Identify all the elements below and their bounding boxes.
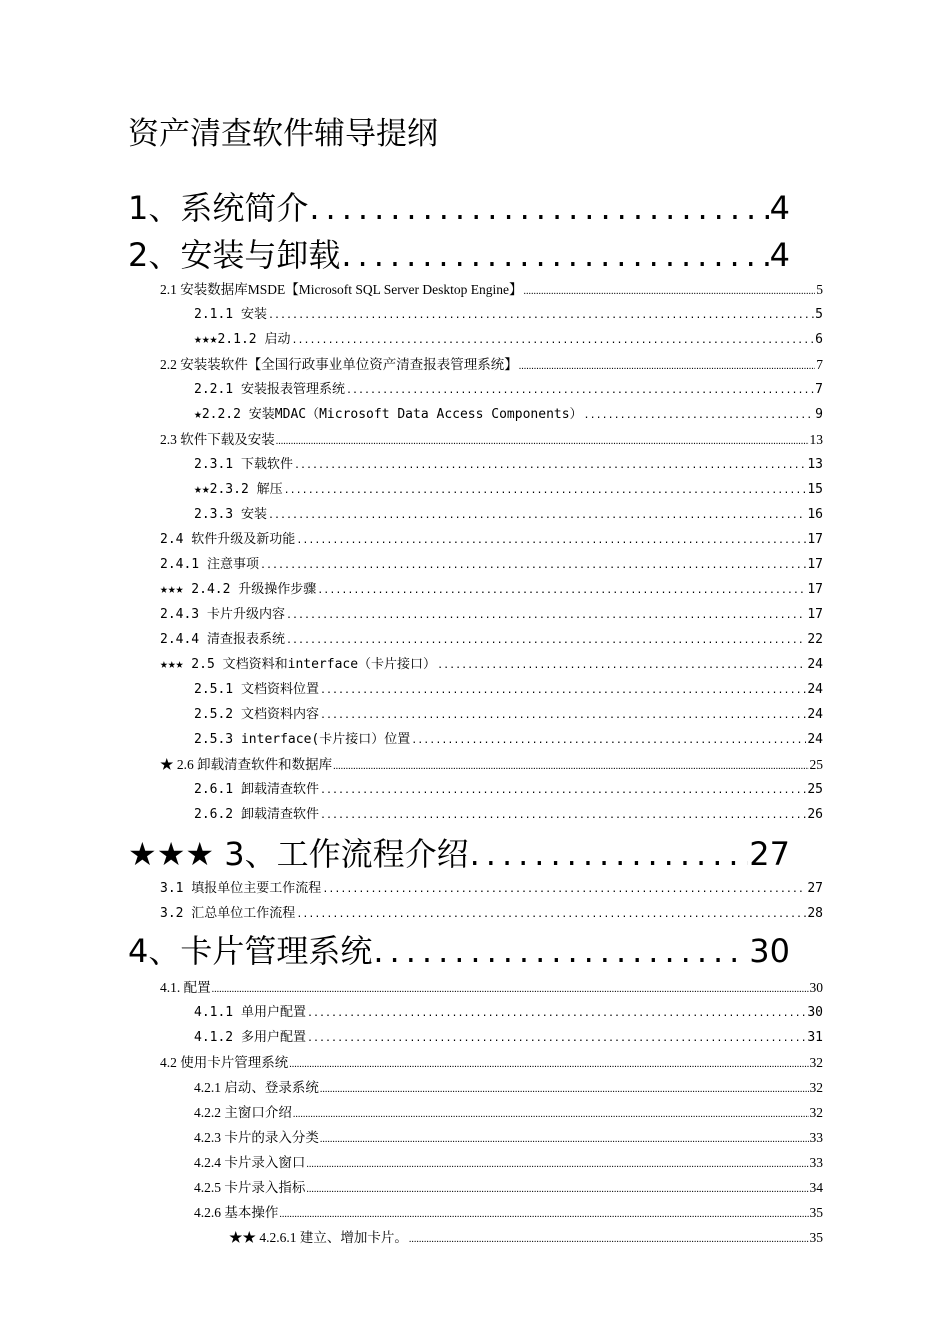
toc-entry[interactable]	[128, 230, 790, 272]
toc-entry[interactable]	[160, 1051, 823, 1071]
toc-entry-label: 2.5.3 interface(卡片接口）位置	[194, 732, 411, 747]
toc-dot-leader	[320, 810, 806, 821]
toc-dot-leader	[294, 460, 806, 471]
toc-entry-label: 4.2.3 卡片的录入分类	[194, 1130, 319, 1145]
toc-page-number: 4	[769, 189, 790, 227]
toc-page-number: 32	[809, 1105, 823, 1120]
toc-entry-label: 2.3.3 安装	[194, 507, 267, 522]
toc-entry-label: 4.1.1 单用户配置	[194, 1005, 306, 1020]
toc-entry[interactable]	[160, 528, 823, 548]
toc-entry[interactable]	[160, 976, 823, 996]
toc-entry[interactable]	[160, 278, 823, 298]
toc-page-number: 33	[809, 1130, 823, 1145]
toc-dot-leader	[411, 735, 806, 746]
toc-entry[interactable]	[194, 1101, 823, 1121]
toc-entry-label: 2.1.1 安装	[194, 307, 267, 322]
toc-page-number: 16	[807, 507, 823, 522]
toc-page-number: 24	[807, 657, 823, 672]
toc-entry[interactable]	[128, 926, 790, 968]
toc-page-number: 30	[749, 932, 790, 970]
toc-dot-leader	[268, 510, 806, 521]
toc-entry-label: 2.2 安装装软件【全国行政事业单位资产清查报表管理系统】	[160, 357, 518, 372]
toc-page-number: 15	[807, 482, 823, 497]
toc-page-number: 35	[809, 1230, 823, 1245]
toc-entry-label: 4.1. 配置	[160, 980, 211, 995]
toc-dot-leader	[309, 189, 768, 227]
toc-page-number: 27	[807, 881, 823, 896]
toc-entry[interactable]	[194, 1151, 823, 1171]
toc-entry[interactable]	[160, 428, 823, 448]
toc-entry-label: ★★★2.1.2 启动	[194, 332, 291, 347]
toc-dot-leader	[291, 335, 814, 346]
document-title: 资产清查软件辅导提纲	[128, 116, 438, 152]
toc-entry-label: 2.3.1 下载软件	[194, 457, 293, 472]
toc-dot-leader	[268, 310, 814, 321]
toc-entry-label: 4.2 使用卡片管理系统	[160, 1055, 289, 1070]
toc-dot-leader	[320, 685, 806, 696]
toc-entry-label: 2.4.1 注意事项	[160, 557, 259, 572]
toc-entry-label: 3.2 汇总单位工作流程	[160, 906, 296, 921]
toc-entry-label: ★2.2.2 安装MDAC（Microsoft Data Access Components）	[194, 407, 583, 422]
toc-page-number: 27	[749, 835, 790, 873]
toc-dot-leader	[320, 710, 806, 721]
toc-page-number: 17	[807, 557, 823, 572]
toc-dot-leader	[322, 884, 806, 895]
toc-page-number: 4	[769, 236, 790, 274]
toc-entry[interactable]	[194, 1076, 823, 1096]
toc-dot-leader	[296, 535, 806, 546]
toc-entry[interactable]	[160, 902, 823, 922]
toc-dot-leader	[317, 585, 806, 596]
toc-entry[interactable]	[128, 829, 790, 871]
toc-entry-label: ★★★ 2.4.2 升级操作步骤	[160, 582, 317, 597]
toc-entry[interactable]	[194, 303, 823, 323]
toc-entry-label: 2.4 软件升级及新功能	[160, 532, 296, 547]
toc-dot-leader	[523, 286, 815, 297]
toc-dot-leader	[306, 1184, 808, 1195]
toc-entry-label: 4.2.5 卡片录入指标	[194, 1180, 306, 1195]
toc-page-number: 13	[809, 432, 823, 447]
toc-entry[interactable]	[194, 378, 823, 398]
toc-entry[interactable]	[160, 603, 823, 623]
toc-entry-label: 1、系统简介	[128, 189, 309, 227]
toc-entry-label: 3.1 填报单位主要工作流程	[160, 881, 322, 896]
toc-dot-leader	[286, 610, 806, 621]
toc-entry[interactable]	[160, 877, 823, 897]
toc-dot-leader	[307, 1008, 806, 1019]
toc-dot-leader	[279, 1209, 808, 1220]
toc-entry[interactable]	[194, 328, 823, 348]
toc-entry[interactable]	[194, 503, 823, 523]
toc-dot-leader	[276, 436, 809, 447]
toc-dot-leader	[296, 909, 806, 920]
toc-page-number: 13	[807, 457, 823, 472]
toc-dot-leader	[470, 835, 749, 873]
toc-page-number: 5	[815, 307, 823, 322]
toc-entry-label: 2.2.1 安装报表管理系统	[194, 382, 345, 397]
toc-entry[interactable]	[160, 653, 823, 673]
toc-page-number: 5	[816, 282, 823, 297]
toc-page-number: 24	[807, 682, 823, 697]
toc-entry[interactable]	[229, 1226, 823, 1246]
toc-entry-label: 2.4.4 清查报表系统	[160, 632, 285, 647]
toc-page-number: 7	[816, 357, 823, 372]
toc-dot-leader	[260, 560, 806, 571]
toc-page-number: 6	[815, 332, 823, 347]
toc-dot-leader	[333, 761, 808, 772]
toc-entry[interactable]	[160, 753, 823, 773]
toc-entry[interactable]	[194, 453, 823, 473]
toc-entry-label: 2.6.2 卸载清查软件	[194, 807, 319, 822]
toc-entry-label: 2.5.2 文档资料内容	[194, 707, 319, 722]
toc-entry-label: 4.2.2 主窗口介绍	[194, 1105, 292, 1120]
toc-dot-leader	[212, 984, 809, 995]
toc-dot-leader	[307, 1033, 806, 1044]
toc-entry[interactable]	[194, 778, 823, 798]
toc-entry-label: 4、卡片管理系统	[128, 932, 373, 970]
toc-dot-leader	[320, 1134, 809, 1145]
toc-page-number: 25	[809, 757, 823, 772]
toc-page-number: 7	[815, 382, 823, 397]
toc-entry-label: ★ 2.6 卸载清查软件和数据库	[160, 757, 333, 772]
toc-page-number: 17	[807, 532, 823, 547]
toc-dot-leader	[306, 1159, 808, 1170]
toc-dot-leader	[320, 785, 806, 796]
toc-entry[interactable]	[194, 803, 823, 823]
toc-entry[interactable]	[194, 703, 823, 723]
toc-entry-label: ★★★ 3、工作流程介绍	[128, 835, 469, 873]
toc-entry[interactable]	[160, 353, 823, 373]
toc-page-number: 24	[807, 732, 823, 747]
toc-dot-leader	[519, 361, 816, 372]
toc-entry[interactable]	[194, 1026, 823, 1046]
toc-entry[interactable]	[194, 478, 823, 498]
toc-page-number: 26	[807, 807, 823, 822]
toc-entry-label: 2.1 安装数据库MSDE【Microsoft SQL Server Desktop Engine】	[160, 282, 523, 297]
toc-page-number: 35	[809, 1205, 823, 1220]
toc-entry-label: ★★★ 2.5 文档资料和interface（卡片接口）	[160, 657, 437, 672]
toc-dot-leader	[346, 385, 814, 396]
toc-page-number: 33	[809, 1155, 823, 1170]
toc-page-number: 28	[807, 906, 823, 921]
toc-entry-label: 2、安装与卸载	[128, 236, 341, 274]
toc-dot-leader	[584, 410, 815, 421]
toc-dot-leader	[409, 1234, 809, 1245]
toc-entry[interactable]	[128, 183, 790, 225]
toc-dot-leader	[293, 1109, 809, 1120]
toc-dot-leader	[289, 1059, 808, 1070]
toc-dot-leader	[284, 485, 807, 496]
toc-entry-label: 4.2.1 启动、登录系统	[194, 1080, 319, 1095]
toc-dot-leader	[320, 1084, 809, 1095]
toc-entry[interactable]	[194, 1201, 823, 1221]
toc-entry-label: 4.2.6 基本操作	[194, 1205, 279, 1220]
toc-page-number: 30	[807, 1005, 823, 1020]
toc-page-number: 17	[807, 582, 823, 597]
toc-page-number: 9	[815, 407, 823, 422]
toc-dot-leader	[373, 932, 748, 970]
toc-dot-leader	[341, 236, 768, 274]
toc-entry[interactable]	[160, 553, 823, 573]
toc-page-number: 24	[807, 707, 823, 722]
toc-entry[interactable]	[194, 1126, 823, 1146]
toc-entry[interactable]	[194, 403, 823, 423]
toc-dot-leader	[286, 635, 806, 646]
toc-entry[interactable]	[194, 678, 823, 698]
toc-page-number: 32	[809, 1055, 823, 1070]
toc-page-number: 30	[809, 980, 823, 995]
toc-entry[interactable]	[194, 1001, 823, 1021]
toc-entry-label: 2.4.3 卡片升级内容	[160, 607, 285, 622]
toc-entry-label: 4.2.4 卡片录入窗口	[194, 1155, 306, 1170]
toc-entry-label: 2.3 软件下载及安装	[160, 432, 275, 447]
toc-entry[interactable]	[194, 728, 823, 748]
toc-entry[interactable]	[194, 1176, 823, 1196]
toc-page-number: 22	[807, 632, 823, 647]
toc-entry-label: ★★ 4.2.6.1 建立、增加卡片。	[229, 1230, 408, 1245]
toc-page-number: 17	[807, 607, 823, 622]
toc-entry[interactable]	[160, 628, 823, 648]
toc-entry-label: 2.6.1 卸载清查软件	[194, 782, 319, 797]
toc-entry[interactable]	[160, 578, 823, 598]
toc-entry-label: ★★2.3.2 解压	[194, 482, 283, 497]
toc-page-number: 31	[807, 1030, 823, 1045]
toc-page-number: 34	[809, 1180, 823, 1195]
toc-page-number: 25	[807, 782, 823, 797]
toc-entry-label: 4.1.2 多用户配置	[194, 1030, 306, 1045]
toc-page-number: 32	[809, 1080, 823, 1095]
toc-entry-label: 2.5.1 文档资料位置	[194, 682, 319, 697]
toc-dot-leader	[437, 660, 806, 671]
